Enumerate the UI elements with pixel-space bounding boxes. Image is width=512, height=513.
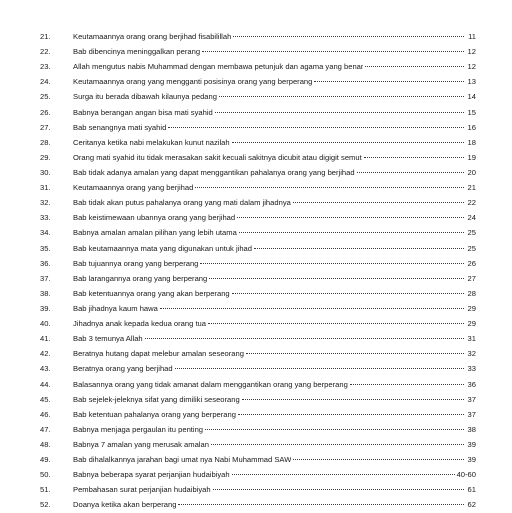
toc-page-number: 32 <box>467 349 476 359</box>
toc-page-number: 13 <box>467 77 476 87</box>
toc-page-number: 18 <box>467 137 476 147</box>
toc-row <box>40 74 476 89</box>
toc-title: Bab tidak akan putus pahalanya orang yang mati dalam jihadnya <box>73 198 291 208</box>
toc-row <box>40 256 476 271</box>
toc-row <box>40 497 476 512</box>
toc-number: 21. <box>40 32 51 41</box>
toc-title: Bab tujuannya orang yang berperang <box>73 258 199 268</box>
dot-leader <box>160 308 464 309</box>
dot-leader <box>293 459 464 460</box>
toc-number: 33. <box>40 213 51 223</box>
toc-row <box>40 225 476 240</box>
toc-number: 48. <box>40 439 51 449</box>
toc-row <box>40 452 476 467</box>
toc-number: 37. <box>40 273 51 283</box>
toc-row <box>40 361 476 376</box>
toc-title: Bab keistimewaan ubannya orang yang berjihad <box>73 213 236 223</box>
toc-number: 32. <box>40 198 51 208</box>
toc-title: Beratnya orang yang berjihad <box>73 364 173 374</box>
toc-number: 36. <box>40 258 51 268</box>
toc-page-number: 29 <box>467 303 476 313</box>
toc-title: Babnya amalan amalan pilihan yang lebih utama <box>73 228 237 238</box>
toc-title: Jihadnya anak kepada kedua orang tua <box>73 319 206 329</box>
toc-page-number: 24 <box>467 213 476 223</box>
dot-leader <box>233 36 464 37</box>
toc-row <box>40 165 476 180</box>
toc-row <box>40 346 476 361</box>
dot-leader <box>211 444 464 445</box>
toc-page-number: 12 <box>467 47 476 57</box>
toc-title: Bab keutamaannya mata yang digunakan untuk jihad <box>73 243 253 253</box>
toc-row <box>40 59 476 74</box>
toc-page-number: 22 <box>467 198 476 208</box>
toc-page-number: 26 <box>467 258 476 268</box>
toc-row <box>40 286 476 301</box>
toc-page-number: 27 <box>467 273 476 283</box>
toc-title: Bab 3 temunya Allah <box>73 334 143 344</box>
toc-page-number: 31 <box>467 334 476 344</box>
dot-leader <box>365 66 464 67</box>
toc-page-number: 20 <box>467 167 476 177</box>
toc-title: Balasannya orang yang tidak amanat dalam menggantikan orang yang berperang <box>73 379 348 389</box>
toc-number: 45. <box>40 394 51 404</box>
toc-row <box>40 89 476 104</box>
toc-row <box>40 422 476 437</box>
toc-number: 52. <box>40 500 51 510</box>
toc-row <box>40 407 476 422</box>
toc-row <box>40 392 476 407</box>
toc-number: 47. <box>40 424 51 434</box>
toc-title: Bab senangnya mati syahid <box>73 122 167 132</box>
dot-leader <box>232 474 455 475</box>
toc-row <box>40 331 476 346</box>
toc-page-number: 19 <box>467 152 476 162</box>
toc-page-number: 16 <box>467 122 476 132</box>
toc-title: Orang mati syahid itu tidak merasakan sakit kecuali sakitnya dicubit atau digigit semut <box>73 152 362 162</box>
dot-leader <box>200 263 464 264</box>
toc-row <box>40 271 476 286</box>
dot-leader <box>178 504 464 505</box>
toc-title: Keutamaannya orang yang berjihad <box>73 183 194 193</box>
toc-row <box>40 120 476 135</box>
toc-row <box>40 135 476 150</box>
toc-number: 42. <box>40 349 51 359</box>
toc-number: 26. <box>40 107 51 117</box>
toc-page-number: 15 <box>467 107 476 117</box>
toc-row <box>40 467 476 482</box>
dot-leader <box>202 51 464 52</box>
toc-page-number: 21 <box>467 183 476 193</box>
toc-row <box>40 210 476 225</box>
toc-page-number: 37 <box>467 394 476 404</box>
toc-number: 51. <box>40 485 51 495</box>
toc-title: Surga itu berada dibawah kilaunya pedang <box>73 92 217 102</box>
toc-number: 24. <box>40 77 51 87</box>
toc-page-number: 61 <box>467 485 476 495</box>
dot-leader <box>213 489 464 490</box>
toc-title: Bab ketentuan pahalanya orang yang berperang <box>73 409 236 419</box>
toc-title: Babnya beberapa syarat perjanjian hudaibiyah <box>73 470 230 480</box>
toc-page-number: 28 <box>467 288 476 298</box>
toc-row <box>40 301 476 316</box>
toc-row <box>40 377 476 392</box>
toc-row <box>40 195 476 210</box>
dot-leader <box>209 278 464 279</box>
toc-page-number: 62 <box>467 500 476 510</box>
toc-page-number: 37 <box>467 409 476 419</box>
toc-title: Ceritanya ketika nabi melakukan kunut nazilah <box>73 137 230 147</box>
toc-title: Allah mengutus nabis Muhammad dengan membawa petunjuk dan agama yang benar <box>73 62 364 72</box>
dot-leader <box>350 384 464 385</box>
toc-number: 25. <box>40 92 51 102</box>
toc-page-number: 25 <box>467 243 476 253</box>
dot-leader <box>145 338 464 339</box>
dot-leader <box>237 217 464 218</box>
toc-page-number: 36 <box>467 379 476 389</box>
toc-number: 22. <box>40 47 51 57</box>
toc-row <box>40 482 476 497</box>
dot-leader <box>208 323 464 324</box>
toc-row <box>40 105 476 120</box>
toc-page-number: 33 <box>467 364 476 374</box>
toc-title: Bab larangannya orang yang berperang <box>73 273 208 283</box>
dot-leader <box>195 187 464 188</box>
toc-title: Keutamaannya orang yang mengganti posisinya orang yang berperang <box>73 77 313 87</box>
toc-row <box>40 150 476 165</box>
toc-row <box>40 180 476 195</box>
toc-title: Bab dihalalkannya jarahan bagi umat nya Nabi Muhammad SAW <box>73 455 292 465</box>
dot-leader <box>232 142 464 143</box>
toc-page-number: 39 <box>467 439 476 449</box>
dot-leader <box>205 429 464 430</box>
toc-page-number: 38 <box>467 424 476 434</box>
toc-number: 28. <box>40 137 51 147</box>
toc-number: 43. <box>40 364 51 374</box>
toc-title: Bab ketentuannya orang yang akan berperang <box>73 288 230 298</box>
toc-page-number: 39 <box>467 455 476 465</box>
dot-leader <box>232 293 464 294</box>
toc-number: 39. <box>40 303 51 313</box>
dot-leader <box>246 353 464 354</box>
toc-title: Doanya ketika akan berperang <box>73 500 177 510</box>
toc-title: Babnya menjaga pergaulan itu penting <box>73 424 204 434</box>
dot-leader <box>293 202 464 203</box>
toc-number: 27. <box>40 122 51 132</box>
toc-row <box>40 44 476 59</box>
toc-number: 44. <box>40 379 51 389</box>
toc-number: 34. <box>40 228 51 238</box>
toc-page-number: 25 <box>467 228 476 238</box>
toc-page-number: 14 <box>467 92 476 102</box>
toc-number: 30. <box>40 167 51 177</box>
toc-number: 40. <box>40 319 51 329</box>
toc-page-number: 12 <box>467 62 476 72</box>
toc-title: Bab dibencinya meninggalkan perang <box>73 47 201 57</box>
toc-number: 31. <box>40 183 51 193</box>
dot-leader <box>357 172 464 173</box>
toc-title: Pembahasan surat perjanjian hudaibiyah <box>73 485 211 495</box>
toc-title: Bab jihadnya kaum hawa <box>73 303 158 313</box>
toc-title: Bab tidak adanya amalan yang dapat menggantikan pahalanya orang yang berjihad <box>73 167 355 177</box>
toc-title: Babnya berangan angan bisa mati syahid <box>73 107 213 117</box>
table-of-contents <box>40 29 476 513</box>
dot-leader <box>254 248 464 249</box>
toc-row <box>40 241 476 256</box>
toc-row <box>40 316 476 331</box>
toc-number: 46. <box>40 409 51 419</box>
toc-title: Bab sejelek-jeleknya sifat yang dimiliki seseorang <box>73 394 240 404</box>
dot-leader <box>364 157 464 158</box>
dot-leader <box>239 232 464 233</box>
toc-number: 50. <box>40 470 51 480</box>
dot-leader <box>168 127 464 128</box>
dot-leader <box>219 96 464 97</box>
dot-leader <box>238 414 464 415</box>
toc-title: Keutamaannya orang orang berjihad fisabilillah <box>73 32 232 41</box>
toc-row <box>40 29 476 44</box>
toc-page-number: 40-60 <box>456 470 476 480</box>
toc-title: Babnya 7 amalan yang merusak amalan <box>73 439 209 449</box>
dot-leader <box>215 112 464 113</box>
toc-number: 23. <box>40 62 51 72</box>
toc-number: 49. <box>40 455 51 465</box>
dot-leader <box>242 399 464 400</box>
dot-leader <box>175 368 464 369</box>
toc-number: 41. <box>40 334 51 344</box>
toc-page-number: 11 <box>468 32 476 41</box>
toc-page-number: 29 <box>467 319 476 329</box>
dot-leader <box>314 81 464 82</box>
toc-number: 35. <box>40 243 51 253</box>
toc-number: 29. <box>40 152 51 162</box>
toc-row <box>40 437 476 452</box>
toc-number: 38. <box>40 288 51 298</box>
toc-title: Beratnya hutang dapat melebur amalan seseorang <box>73 349 244 359</box>
